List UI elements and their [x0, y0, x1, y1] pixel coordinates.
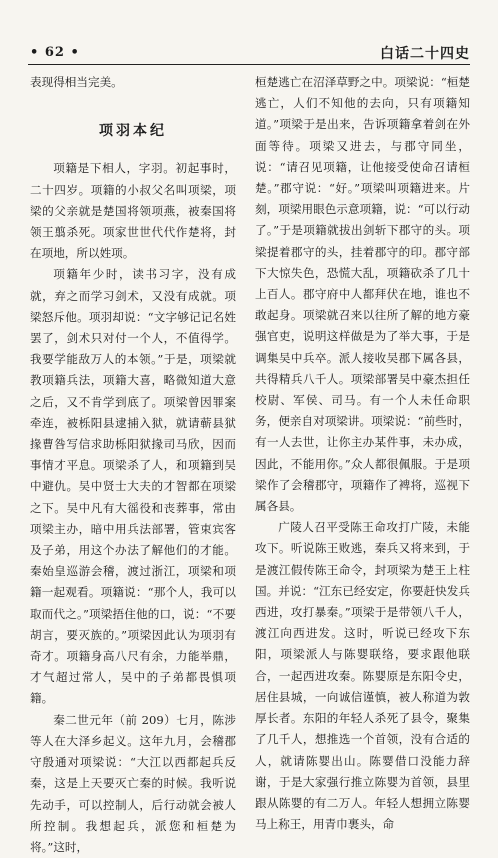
page-header	[0, 0, 498, 64]
book-title: 白话二十四史	[380, 46, 470, 62]
body-paragraph: 广陵人召平受陈王命攻打广陵，未能攻下。听说陈王败逃，秦兵又将来到，于是渡江假传陈王命令，封项梁为楚王上柱国。并说：“江东已经安定，你要赶快发兵西进，攻打暴秦。”项梁于是带领八千人，渡江向西进发。这时，听说已经攻下东阳，项梁派人与陈婴联络，要求跟他联合，一起西进攻秦。陈婴原是东阳令史，居住县城，一向诚信谨慎，被人称道为敦厚长者。东阳的年轻人杀死了县令，聚集了几千人，想推选一个首领，没有合适的人，就请陈婴出山。陈婴借口没能力辞谢，于是大家强行推立陈婴为首领，县里跟从陈婴的有二万人。年轻人想拥立陈婴马上称王，用青巾裹头，命	[255, 520, 470, 832]
right-column	[255, 72, 470, 835]
body-paragraph: 项籍是下相人，字羽。初起事时，二十四岁。项籍的小叔父名叫项梁，项梁的父亲就是楚国将领项燕，被秦国将领王翦杀死。项家世世代代作楚将，封在项地，所以姓项。	[30, 161, 236, 261]
section-title: 项羽本纪	[99, 123, 167, 140]
body-paragraph: 桓楚逃亡在沼泽草野之中。项梁说：“桓楚逃亡，人们不知他的去向，只有项籍知道。”项梁于是出来，告诉项籍拿着剑在外面等待。项梁又进去，与郡守同坐，说：“请召见项籍，让他接受使命召请桓楚。”郡守说：“好。”项梁叫项籍进来。片刻，项梁用眼色示意项籍，说：“可以行动了。”于是项籍就拔出剑斩下郡守的头。项梁提着郡守的头，挂着郡守的印。郡守部下大惊失色，恐慌大乱，项籍砍杀了几十上百人。郡守府中人都拜伏在地，谁也不敢起身。项梁就召来以往所了解的地方豪强官吏，说明这样做是为了举大事，于是调集吴中兵卒。派人接收吴郡下属各县，共得精兵八千人。项梁部署吴中豪杰担任校尉、军侯、司马。有一个人未任命职务，便亲自对项梁讲。项梁说：“前些时，有一人去世，让你主办某件事，未办成，因此，不能用你。”众人都很佩服。于是项梁作了会稽郡守，项籍作了裨将，巡视下属各县。	[255, 75, 470, 514]
header-rule	[28, 64, 470, 65]
left-column	[30, 72, 236, 858]
body-paragraph: 秦二世元年（前 209）七月，陈涉等人在大泽乡起义。这年九月，会稽郡守殷通对项梁说：“大江以西都起兵反秦，这是上天要灭亡秦的时候。我听说先动手，可以控制人，后行动就会被人所控制。我想起兵，派您和桓楚为将。”这时，	[30, 712, 236, 854]
lead-paragraph: 表现得相当完美。	[30, 75, 123, 89]
body-paragraph: 项籍年少时，读书习字，没有成就，弃之而学习剑术，又没有成就。项梁怒斥他。项羽却说：“文字够记记名姓罢了，剑术只对付一个人，不值得学。我要学能敌万人的本领。”于是，项梁就教项籍兵法，项籍大喜，略微知道大意之后，又不肯学到底了。项梁曾因罪案牵连，被栎阳县逮捕入狱，就请蕲县狱掾曹咎写信求助栎阳狱掾司马欣，因而事情才平息。项梁杀了人，和项籍到吴中避仇。吴中贤士大夫的才智都在项梁之下。吴中凡有大徭役和丧葬事，常由项梁主办，暗中用兵法部署，管束宾客及子弟，用这个办法了解他们的才能。秦始皇巡游会稽，渡过浙江，项梁和项籍一起观看。项籍说：“那个人，我可以取而代之。”项梁捂住他的口，说：“不要胡言，要灭族的。”项梁因此认为项羽有奇才。项籍身高八尺有余，力能举鼎，才气超过常人，吴中的子弟都畏惧项籍。	[30, 267, 236, 706]
page-number: • 62 •	[30, 45, 80, 60]
